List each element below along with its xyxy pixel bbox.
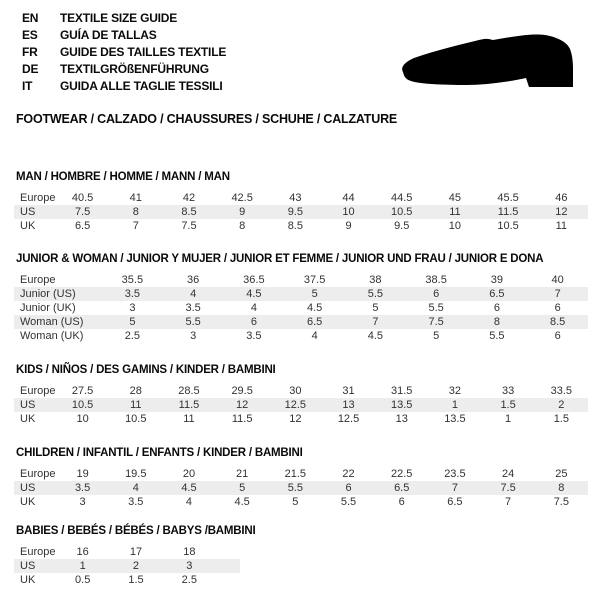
- filler-cell: [216, 545, 240, 559]
- row-label: UK: [20, 496, 36, 508]
- size-cell: 22: [342, 468, 355, 480]
- size-cell: 6: [322, 481, 375, 495]
- size-cell: 3: [163, 559, 216, 573]
- kids-size-table: [14, 384, 588, 426]
- size-cell: 5.5: [340, 496, 357, 508]
- size-cell: 21.5: [284, 468, 307, 480]
- table-row: [14, 573, 240, 587]
- size-cell: 13.5: [444, 413, 466, 425]
- lang-row-fr: [22, 44, 226, 61]
- size-cell: 5: [372, 302, 379, 314]
- size-cell: 42: [182, 192, 196, 204]
- table-row: [14, 412, 588, 426]
- size-cell: 11: [555, 220, 568, 232]
- size-cell: 6: [406, 287, 467, 301]
- row-label: Europe: [20, 192, 56, 204]
- table-row: [14, 301, 588, 315]
- size-cell: 10: [322, 205, 375, 219]
- size-cell: 7.5: [406, 315, 467, 329]
- row-label: Europe: [20, 385, 56, 397]
- size-cell: 2.5: [124, 330, 141, 342]
- size-cell: 11: [109, 398, 162, 412]
- table-row: [14, 191, 588, 205]
- size-cell: 6.5: [467, 287, 528, 301]
- row-label: Junior (US): [14, 287, 102, 301]
- size-cell: 10: [76, 413, 89, 425]
- size-cell: 6.5: [74, 220, 91, 232]
- size-cell: 4: [250, 302, 257, 314]
- size-cell: 17: [129, 546, 143, 558]
- size-cell: 12: [535, 205, 588, 219]
- size-cell: 0.5: [75, 574, 91, 586]
- size-cell: 31.5: [391, 385, 413, 397]
- size-cell: 2.5: [181, 574, 197, 586]
- lang-label: TEXTILE SIZE GUIDE: [60, 11, 178, 25]
- table-row: [14, 545, 240, 559]
- table-row: [14, 287, 588, 301]
- size-cell: 3.5: [128, 496, 144, 508]
- size-cell: 8.5: [527, 315, 588, 329]
- size-cell: 31: [342, 385, 355, 397]
- size-cell: 44.5: [391, 192, 413, 204]
- table-row: [14, 205, 588, 219]
- size-cell: 22.5: [391, 468, 413, 480]
- size-cell: 12: [289, 413, 302, 425]
- lang-label: GUIDA ALLE TAGLIE TESSILI: [60, 79, 223, 93]
- row-label: US: [14, 398, 56, 412]
- size-cell: 11: [183, 413, 195, 425]
- size-cell: 9.5: [394, 220, 410, 232]
- size-cell: 3: [79, 496, 86, 508]
- lang-row-es: [22, 27, 226, 44]
- size-cell: 6: [398, 496, 405, 508]
- size-cell: 4.5: [224, 287, 285, 301]
- row-label: Woman (US): [14, 315, 102, 329]
- size-cell: 5.5: [269, 481, 322, 495]
- size-cell: 20: [182, 468, 196, 480]
- table-row: [14, 398, 588, 412]
- size-cell: 45: [448, 192, 462, 204]
- size-cell: 44: [342, 192, 355, 204]
- size-cell: 9: [345, 220, 352, 232]
- table-row: [14, 219, 588, 233]
- size-cell: 6: [554, 302, 561, 314]
- size-cell: 38.5: [425, 274, 447, 286]
- table-row: [14, 481, 588, 495]
- lang-row-it: [22, 78, 226, 95]
- size-cell: 3.5: [246, 330, 262, 342]
- size-cell: 1: [56, 559, 109, 573]
- section-babies: [14, 524, 588, 587]
- size-cell: 24: [501, 468, 515, 480]
- size-cell: 11.5: [162, 398, 215, 412]
- size-cell: 1.5: [553, 413, 569, 425]
- size-cell: 28: [129, 385, 142, 397]
- size-cell: 19: [76, 468, 89, 480]
- language-header: [22, 10, 226, 95]
- size-cell: 6.5: [375, 481, 428, 495]
- size-cell: 41: [129, 192, 142, 204]
- size-cell: 7.5: [482, 481, 535, 495]
- size-cell: 45.5: [497, 192, 519, 204]
- section-man: [14, 170, 588, 233]
- row-label: Woman (UK): [20, 330, 84, 342]
- table-row: [14, 495, 588, 509]
- size-cell: 5: [292, 496, 299, 508]
- section-junior-woman: [14, 252, 588, 343]
- size-cell: 4: [185, 496, 193, 508]
- table-row: [14, 559, 240, 573]
- size-cell: 13.5: [375, 398, 428, 412]
- size-cell: 6: [493, 302, 500, 314]
- filler-cell: [216, 559, 240, 573]
- row-label: Junior (UK): [20, 302, 76, 314]
- size-cell: 4.5: [234, 496, 250, 508]
- table-title-man: MAN / HOMBRE / HOMME / MANN / MAN: [16, 171, 230, 183]
- size-cell: 5.5: [345, 287, 406, 301]
- children-size-table: [14, 467, 588, 509]
- row-label: UK: [20, 413, 36, 425]
- size-tables: [14, 170, 588, 587]
- size-cell: 3.5: [102, 287, 163, 301]
- size-cell: 3.5: [56, 481, 109, 495]
- size-cell: 4: [163, 287, 224, 301]
- size-cell: 40.5: [71, 192, 94, 204]
- size-cell: 7: [345, 315, 406, 329]
- size-cell: 10.5: [375, 205, 428, 219]
- size-cell: 8: [535, 481, 588, 495]
- babies-size-table: [14, 545, 240, 587]
- size-cell: 5: [284, 287, 345, 301]
- size-cell: 9.5: [269, 205, 322, 219]
- row-label: US: [14, 205, 56, 219]
- size-cell: 11.5: [482, 205, 535, 219]
- size-cell: 32: [448, 385, 462, 397]
- size-cell: 11.5: [231, 413, 253, 425]
- size-cell: 18: [183, 546, 196, 558]
- size-cell: 29.5: [231, 385, 253, 397]
- size-cell: 35.5: [121, 274, 144, 286]
- section-kids: [14, 363, 588, 426]
- row-label: Europe: [20, 274, 56, 286]
- table-title-children: CHILDREN / INFANTIL / ENFANTS / KINDER / BAMBINI: [16, 447, 303, 459]
- size-cell: 3.5: [185, 302, 201, 314]
- junior-woman-size-table: [14, 273, 588, 343]
- size-cell: 12.5: [269, 398, 322, 412]
- table-title-junior-woman: JUNIOR & WOMAN / JUNIOR Y MUJER / JUNIOR ET FEMME / JUNIOR UND FRAU / JUNIOR E DONA: [16, 253, 544, 265]
- category-title: FOOTWEAR / CALZADO / CHAUSSURES / SCHUHE / CALZATURE: [16, 112, 398, 126]
- table-title-babies: BABIES / BEBÉS / BÉBÉS / BABYS /BAMBINI: [16, 525, 256, 537]
- size-cell: 25: [555, 468, 568, 480]
- size-cell: 8: [239, 220, 246, 232]
- size-cell: 8.5: [287, 220, 303, 232]
- size-cell: 7: [132, 220, 139, 232]
- size-cell: 42.5: [231, 192, 253, 204]
- size-cell: 1: [505, 413, 512, 425]
- size-cell: 8: [109, 205, 162, 219]
- size-cell: 10.5: [497, 220, 519, 232]
- size-cell: 10.5: [56, 398, 109, 412]
- size-cell: 8.5: [162, 205, 215, 219]
- size-cell: 11: [428, 205, 481, 219]
- row-label: UK: [20, 574, 36, 586]
- lang-code: EN: [22, 11, 39, 25]
- size-cell: 13: [395, 413, 408, 425]
- lang-code: FR: [22, 45, 38, 59]
- lang-row-de: [22, 61, 226, 78]
- size-cell: 43: [289, 192, 302, 204]
- lang-code: ES: [22, 28, 38, 42]
- lang-row-en: [22, 10, 226, 27]
- size-cell: 12: [216, 398, 269, 412]
- size-cell: 33.5: [550, 385, 573, 397]
- size-cell: 4.5: [306, 302, 323, 314]
- size-cell: 1: [428, 398, 481, 412]
- size-cell: 1.5: [128, 574, 144, 586]
- size-cell: 5.5: [489, 330, 505, 342]
- size-cell: 6: [554, 330, 561, 342]
- size-cell: 38: [369, 274, 382, 286]
- size-cell: 5.5: [163, 315, 224, 329]
- size-cell: 13: [322, 398, 375, 412]
- size-cell: 2: [109, 559, 162, 573]
- lang-label: TEXTILGRÖßENFÜHRUNG: [60, 62, 209, 76]
- size-cell: 30: [289, 385, 302, 397]
- size-cell: 39: [490, 274, 503, 286]
- size-cell: 28.5: [178, 385, 200, 397]
- size-cell: 7: [505, 496, 512, 508]
- row-label: Europe: [20, 468, 56, 480]
- table-row: [14, 315, 588, 329]
- size-cell: 36.5: [243, 274, 265, 286]
- row-label: UK: [20, 220, 36, 232]
- size-cell: 6.5: [284, 315, 345, 329]
- size-cell: 9: [216, 205, 269, 219]
- lang-code: DE: [22, 62, 39, 76]
- table-row: [14, 329, 588, 343]
- table-row: [14, 273, 588, 287]
- size-cell: 10: [448, 220, 462, 232]
- filler-cell: [216, 573, 240, 587]
- table-title-kids: KIDS / NIÑOS / DES GAMINS / KINDER / BAMBINI: [16, 364, 276, 376]
- man-size-table: [14, 191, 588, 233]
- size-cell: 7.5: [553, 496, 569, 508]
- size-cell: 4: [109, 481, 162, 495]
- size-cell: 46: [555, 192, 568, 204]
- row-label: US: [14, 481, 56, 495]
- lang-label: GUIDE DES TAILLES TEXTILE: [60, 45, 227, 59]
- size-cell: 7.5: [181, 220, 197, 232]
- row-label: US: [14, 559, 56, 573]
- size-cell: 5: [102, 315, 163, 329]
- size-cell: 4: [311, 330, 318, 342]
- size-cell: 1.5: [482, 398, 535, 412]
- size-cell: 8: [467, 315, 528, 329]
- lang-code: IT: [22, 79, 33, 93]
- size-cell: 10.5: [125, 413, 147, 425]
- size-cell: 16: [76, 546, 89, 558]
- shoe-icon: [399, 31, 583, 93]
- size-cell: 5: [433, 330, 440, 342]
- size-cell: 5: [216, 481, 269, 495]
- lang-label: GUÍA DE TALLAS: [60, 28, 157, 42]
- size-cell: 4.5: [162, 481, 215, 495]
- size-cell: 36: [187, 274, 200, 286]
- size-cell: 5.5: [428, 302, 444, 314]
- size-cell: 3: [129, 302, 136, 314]
- size-cell: 7: [527, 287, 588, 301]
- size-cell: 27.5: [71, 385, 94, 397]
- size-cell: 19.5: [125, 468, 147, 480]
- size-cell: 37.5: [303, 274, 326, 286]
- size-cell: 6.5: [447, 496, 463, 508]
- size-cell: 33: [501, 385, 515, 397]
- size-cell: 6: [224, 315, 285, 329]
- size-cell: 7: [428, 481, 481, 495]
- size-cell: 40: [551, 274, 564, 286]
- size-cell: 7.5: [56, 205, 109, 219]
- size-cell: 2: [535, 398, 588, 412]
- size-cell: 4.5: [367, 330, 384, 342]
- section-children: [14, 446, 588, 509]
- table-row: [14, 467, 588, 481]
- size-cell: 21: [236, 468, 249, 480]
- row-label: Europe: [20, 546, 56, 558]
- size-cell: 23.5: [444, 468, 466, 480]
- size-cell: 12.5: [337, 413, 360, 425]
- table-row: [14, 384, 588, 398]
- size-cell: 3: [190, 330, 197, 342]
